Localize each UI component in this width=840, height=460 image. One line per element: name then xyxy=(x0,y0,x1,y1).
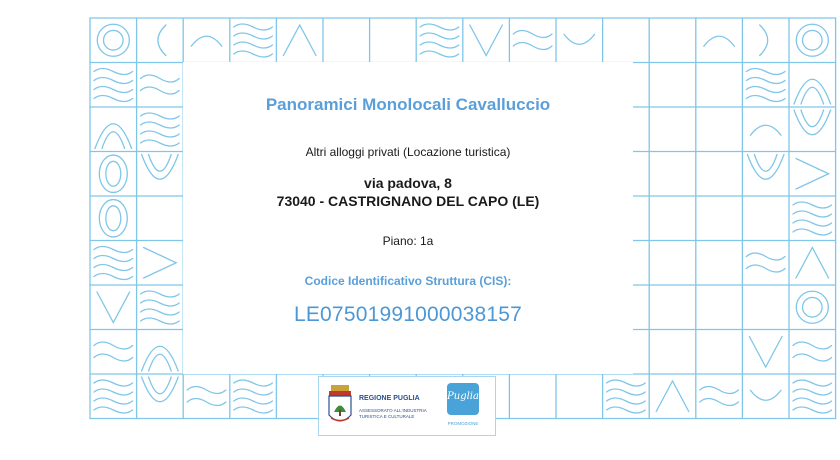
accommodation-category: Altri alloggi privati (Locazione turistica) xyxy=(305,145,511,159)
certificate-panel xyxy=(183,62,633,374)
city-address: 73040 - CASTRIGNANO DEL CAPO (LE) xyxy=(276,193,540,209)
cis-code: LE07501991000038157 xyxy=(293,303,523,326)
structure-name: Panoramici Monolocali Cavalluccio xyxy=(265,95,551,114)
cis-label: Codice Identificativo Struttura (CIS): xyxy=(304,274,512,288)
sponsor-logos xyxy=(318,376,496,436)
promozione-label: PROMOZIONE xyxy=(447,421,479,426)
street-address: via padova, 8 xyxy=(364,175,452,191)
regione-puglia-department: ASSESSORATO ALL'INDUSTRIA TURISTICA E CULTURALE xyxy=(359,408,427,419)
puglia-wordmark: Puglia xyxy=(447,391,479,402)
floor-label: Piano: 1a xyxy=(382,234,434,248)
regione-puglia-crest-icon xyxy=(327,385,353,429)
regione-puglia-name: REGIONE PUGLIA xyxy=(359,395,420,402)
